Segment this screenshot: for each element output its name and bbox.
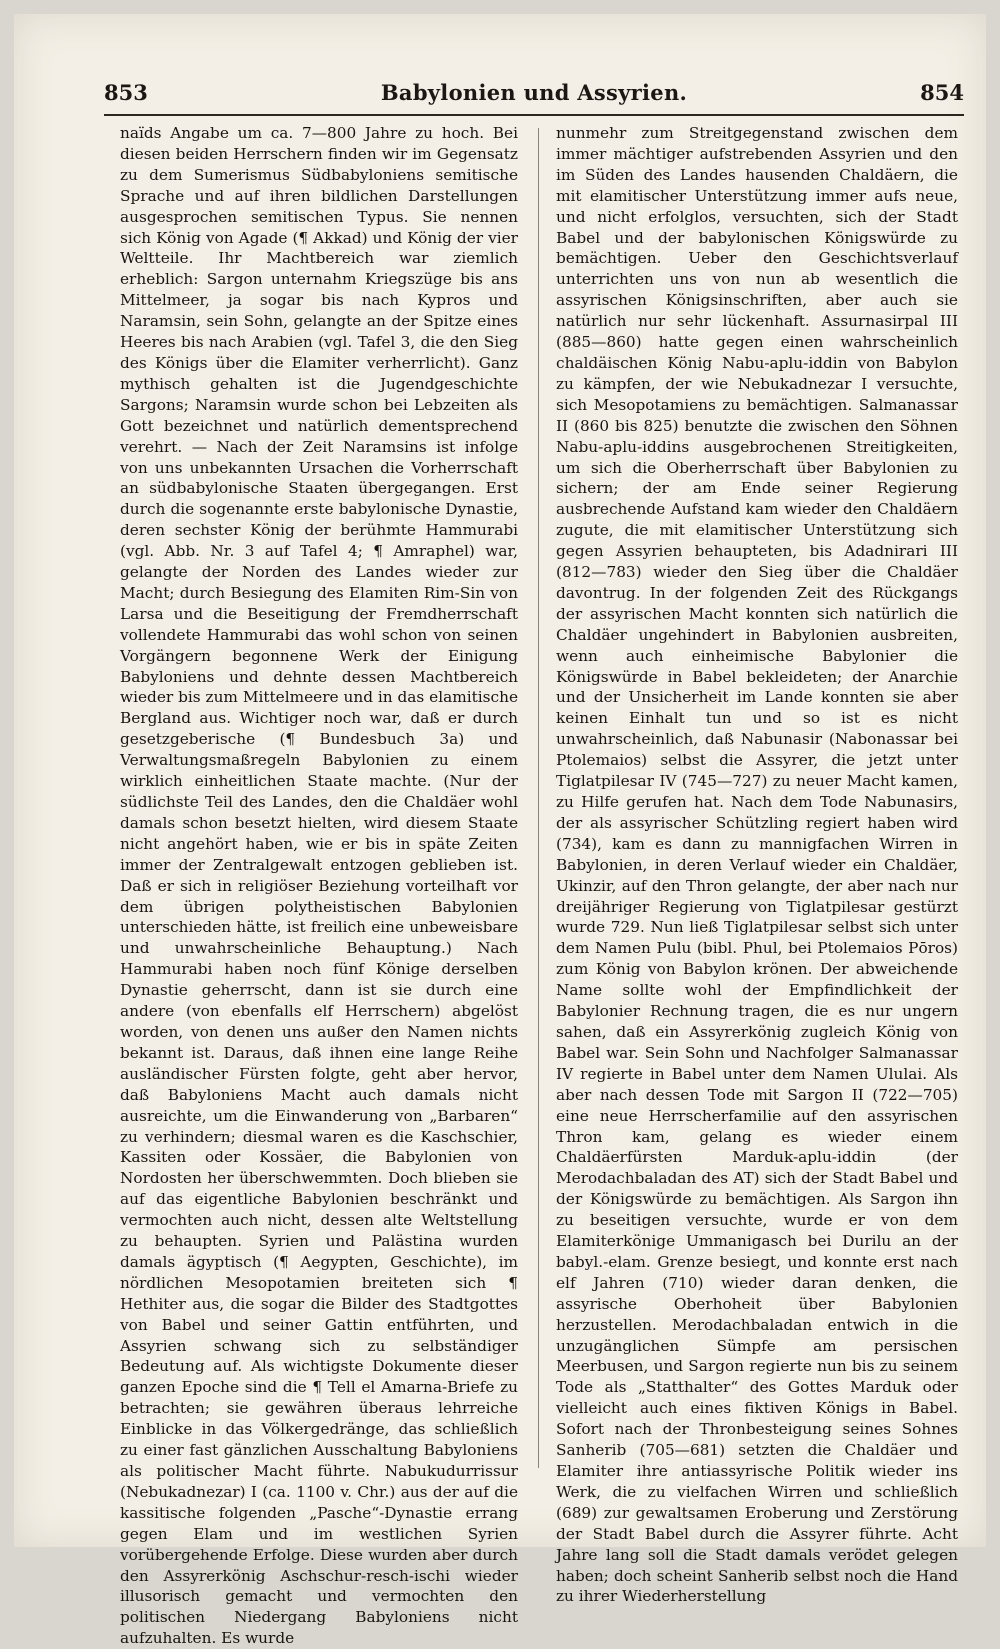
running-title: Babylonien und Assyrien. [380,80,688,105]
column-left [120,123,518,1649]
page-number-right: 854 [920,80,964,105]
header-rule [104,114,964,116]
page-number-left: 853 [104,80,148,105]
column-left-text: naïds Angabe um ca. 7—800 Jahre zu hoch. Bei diesen beiden Herrschern finden wir im Gegensatz zu dem Sumerismus Südbabyloniens semitische Sprache und auf ihren bildlichen Darstellungen ausgesprochen semitischen Typus. Sie nennen sich König von Agade (¶ Akkad) und König der vier Weltteile. Ihr Machtbereich war ziemlich erheblich: Sargon unternahm Kriegszüge bis ans Mittelmeer, ja sogar bis nach Kypros und Naramsin, sein Sohn, gelangte an der Spitze eines Heeres bis nach Arabien (vgl. Tafel 3, die den Sieg des Königs über die Elamiter verherrlicht). Ganz mythisch gehalten ist die Jugendgeschichte Sargons; Naramsin wurde schon bei Lebzeiten als Gott bezeichnet und natürlich dementsprechend verehrt. — Nach der Zeit Naramsins ist infolge von uns unbekannten Ursachen die Vorherrschaft an südbabylonische Staaten übergegangen. Erst durch die sogenannte erste babylonische Dynastie, deren sechster König der berühmte Hammurabi (vgl. Abb. Nr. 3 auf Tafel 4; ¶ Amraphel) war, gelangte der Norden des Landes wieder zur Macht; durch Besiegung des Elamiten Rim-Sin von Larsa und die Beseitigung der Fremdherrschaft vollendete Hammurabi das wohl schon von seinen Vorgängern begonnene Werk der Einigung Babyloniens und dehnte dessen Machtbereich wieder bis zum Mittelmeere und in das elamitische Bergland aus. Wichtiger noch war, daß er durch gesetzgeberische (¶ Bundesbuch 3a) und Verwaltungsmaßregeln Babylonien zu einem wirklich einheitlichen Staate machte. (Nur der südlichste Teil des Landes, den die Chaldäer wohl damals schon besetzt hielten, wird diesem Staate nicht angehört haben, wie er bis in späte Zeiten immer der Zentralgewalt entzogen geblieben ist. Daß er sich in religiöser Beziehung vorteilhaft vor dem übrigen polytheistischen Babylonien unterschieden hätte, ist freilich eine unbeweisbare und unwahrscheinliche Behauptung.) Nach Hammurabi haben noch fünf Könige derselben Dynastie geherrscht, dann ist sie durch eine andere (von ebenfalls elf Herrschern) abgelöst worden, von denen uns außer den Namen nichts bekannt ist. Daraus, daß ihnen eine lange Reihe ausländischer Fürsten folgte, geht aber hervor, daß Babyloniens Macht auch damals nicht ausreichte, um die Einwanderung von „Barbaren“ zu verhindern; diesmal waren es die Kaschschier, Kassiten oder Kossäer, die Babylonien von Nordosten her überschwemmten. Doch blieben sie auf das eigentliche Babylonien beschränkt und vermochten auch nicht, dessen alte Weltstellung zu behaupten. Syrien und Palästina wurden damals ägyptisch (¶ Aegypten, Geschichte), im nördlichen Mesopotamien breiteten sich ¶ Hethiter aus, die sogar die Bilder des Stadtgottes von Babel und seiner Gattin entführten, und Assyrien schwang sich zu selbständiger Bedeutung auf. Als wichtigste Dokumente dieser ganzen Epoche sind die ¶ Tell el Amarna-Briefe zu betrachten; sie gewähren überaus lehrreiche Einblicke in das Völkergedränge, das schließlich zu einer fast gänzlichen Ausschaltung Babyloniens als politischer Macht führte. Nabukudurrissur (Nebukadnezar) I (ca. 1100 v. Chr.) aus der auf die kassitische folgenden „Pasche“-Dynastie errang gegen Elam und im westlichen Syrien vorübergehende Erfolge. Diese wurden aber durch den Assyrerkönig Aschschur-resch-ischi wieder illusorisch gemacht und vermochten den politischen Niedergang Babyloniens nicht aufzuhalten. Es wurde [120,124,518,1648]
column-divider [538,128,539,1468]
column-right-text: nunmehr zum Streitgegenstand zwischen dem immer mächtiger aufstrebenden Assyrien und den im Süden des Landes hausenden Chaldäern, die mit elamitischer Unterstützung immer aufs neue, und nicht erfolglos, versuchten, sich der Stadt Babel und der babylonischen Königswürde zu bemächtigen. Ueber den Geschichtsverlauf unterrichten uns von nun ab wesentlich die assyrischen Königsinschriften, aber auch sie natürlich nur sehr lückenhaft. Assurnasirpal III (885—860) hatte gegen einen wahrscheinlich chaldäischen König Nabu-aplu-iddin von Babylon zu kämpfen, der wie Nebukadnezar I versuchte, sich Mesopotamiens zu bemächtigen. Salmanassar II (860 bis 825) benutzte die zwischen den Söhnen Nabu-aplu-iddins ausgebrochenen Streitigkeiten, um sich die Oberherrschaft über Babylonien zu sichern; der am Ende seiner Regierung ausbrechende Aufstand kam wieder den Chaldäern zugute, die mit elamitischer Unterstützung sich gegen Assyrien behaupteten, bis Adadnirari III (812—783) wieder den Sieg über die Chaldäer davontrug. In der folgenden Zeit des Rückgangs der assyrischen Macht konnten sich natürlich die Chaldäer ungehindert in Babylonien ausbreiten, wenn auch einheimische Babylonier die Königswürde in Babel bekleideten; der Anarchie und der Unsicherheit im Lande konnten sie aber keinen Einhalt tun und so ist es nicht unwahrscheinlich, daß Nabunasir (Nabonassar bei Ptolemaios) selbst die Assyrer, die jetzt unter Tiglatpilesar IV (745—727) zu neuer Macht kamen, zu Hilfe gerufen hat. Nach dem Tode Nabunasirs, der als assyrischer Schützling regiert haben wird (734), kam es dann zu mannigfachen Wirren in Babylonien, in deren Verlauf wieder ein Chaldäer, Ukinzir, auf den Thron gelangte, der aber nach nur dreijähriger Regierung von Tiglatpilesar gestürzt wurde 729. Nun ließ Tiglatpilesar selbst sich unter dem Namen Pulu (bibl. Phul, bei Ptolemaios Pōros) zum König von Babylon krönen. Der abweichende Name sollte wohl der Empfindlichkeit der Babylonier Rechnung tragen, die es nur ungern sahen, daß ein Assyrerkönig zugleich König von Babel war. Sein Sohn und Nachfolger Salmanassar IV regierte in Babel unter dem Namen Ululai. Als aber nach dessen Tode mit Sargon II (722—705) eine neue Herrscherfamilie auf den assyrischen Thron kam, gelang es wieder einem Chaldäerfürsten Marduk-aplu-iddin (der Merodachbaladan des AT) sich der Stadt Babel und der Königswürde zu bemächtigen. Als Sargon ihn zu beseitigen versuchte, wurde er von dem Elamiterkönige Ummanigasch bei Durilu an der babyl.-elam. Grenze besiegt, und konnte erst nach elf Jahren (710) wieder daran denken, die assyrische Oberhoheit über Babylonien herzustellen. Merodachbaladan entwich in die unzugänglichen Sümpfe am persischen Meerbusen, und Sargon regierte nun bis zu seinem Tode als „Statthalter“ des Gottes Marduk oder vielleicht auch eines fiktiven Königs in Babel. Sofort nach der Thronbesteigung seines Sohnes Sanherib (705—681) setzten die Chaldäer und Elamiter ihre antiassyrische Politik wieder ins Werk, die zu vielfachen Wirren und schließlich (689) zur gewaltsamen Eroberung und Zerstörung der Stadt Babel durch die Assyrer führte. Acht Jahre lang soll die Stadt damals verödet gelegen haben; doch scheint Sanherib selbst noch die Hand zu ihrer Wiederherstellung [556,124,958,1606]
page-header [104,80,964,116]
column-right [556,123,958,1607]
